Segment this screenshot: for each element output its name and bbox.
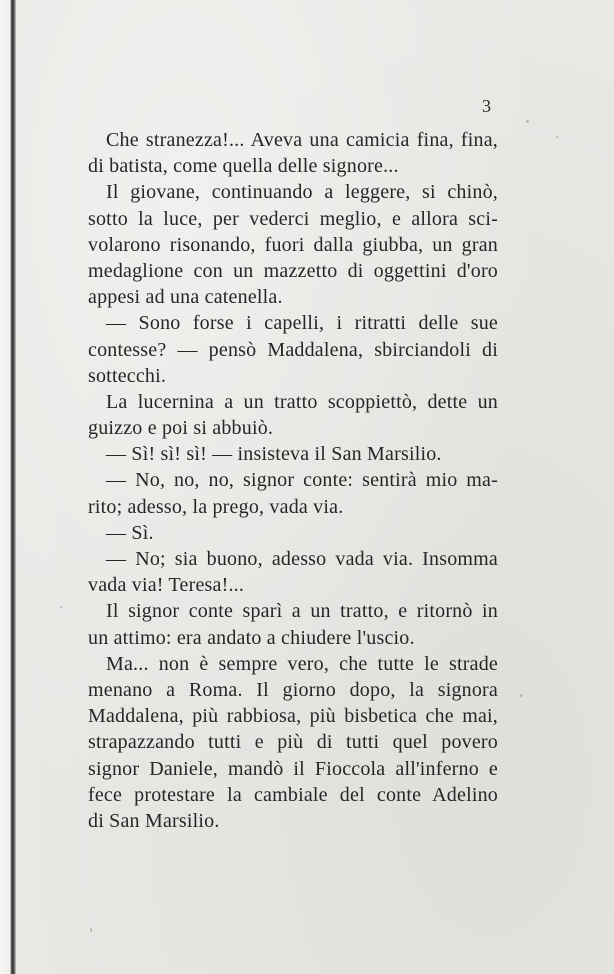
- text-line: Maddalena, più rabbiosa, più bisbetica che mai,: [88, 705, 498, 728]
- text-line: sottecchi.: [88, 364, 167, 387]
- text-line: contesse? — pensò Maddalena, sbirciandoli di: [88, 338, 498, 361]
- text-line: di batista, come quella delle signore...: [88, 155, 399, 178]
- text-line: — Sì! sì! sì! — insisteva il San Marsilio.: [106, 443, 442, 466]
- book-spine-edge: [0, 0, 16, 974]
- paper-speck: [90, 928, 92, 932]
- text-line: Il signor conte sparì a un tratto, e ritornò in: [106, 600, 498, 623]
- text-line: signor Daniele, mandò il Fioccola all'inferno e: [88, 757, 498, 780]
- page-number: 3: [482, 96, 491, 116]
- paper-speck: [526, 120, 529, 123]
- text-line: appesi ad una catenella.: [88, 286, 283, 309]
- text-line: vada via! Teresa!...: [88, 574, 245, 597]
- text-line: — Sono forse i capelli, i ritratti delle sue: [106, 312, 498, 335]
- text-line: — No, no, no, signor conte: sentirà mio ma-: [106, 469, 498, 492]
- text-line: sotto la luce, per vederci meglio, e allora sci-: [88, 207, 498, 230]
- text-line: di San Marsilio.: [88, 809, 220, 832]
- text-line: — No; sia buono, adesso vada via. Insomma: [106, 548, 498, 570]
- text-line: guizzo e poi si abbuiò.: [88, 417, 274, 440]
- text-line: — Sì.: [106, 521, 154, 544]
- paper-speck: [520, 694, 522, 697]
- text-line: medaglione con un mazzetto di oggettini d'oro: [88, 259, 498, 282]
- text-line: Ma... non è sempre vero, che tutte le strade: [106, 652, 498, 675]
- text-line: rito; adesso, la prego, vada via.: [88, 495, 344, 518]
- paper-speck: [556, 136, 558, 138]
- text-line: Il giovane, continuando a leggere, si chinò,: [106, 181, 498, 204]
- text-line: un attimo: era andato a chiudere l'uscio.: [88, 626, 415, 649]
- paper-speck: [60, 606, 62, 608]
- text-line: Che stranezza!... Aveva una camicia fina, fina,: [106, 129, 498, 151]
- text-line: fece protestare la cambiale del conte Adelino: [88, 783, 498, 806]
- text-line: La lucernina a un tratto scoppiettò, dette un: [106, 390, 498, 413]
- text-line: menano a Roma. Il giorno dopo, la signora: [88, 678, 498, 701]
- text-line: volarono risonando, fuori dalla giubba, un gran: [88, 233, 498, 256]
- text-line: strapazzando tutti e più di tutti quel povero: [88, 731, 498, 754]
- body-text: [88, 127, 498, 834]
